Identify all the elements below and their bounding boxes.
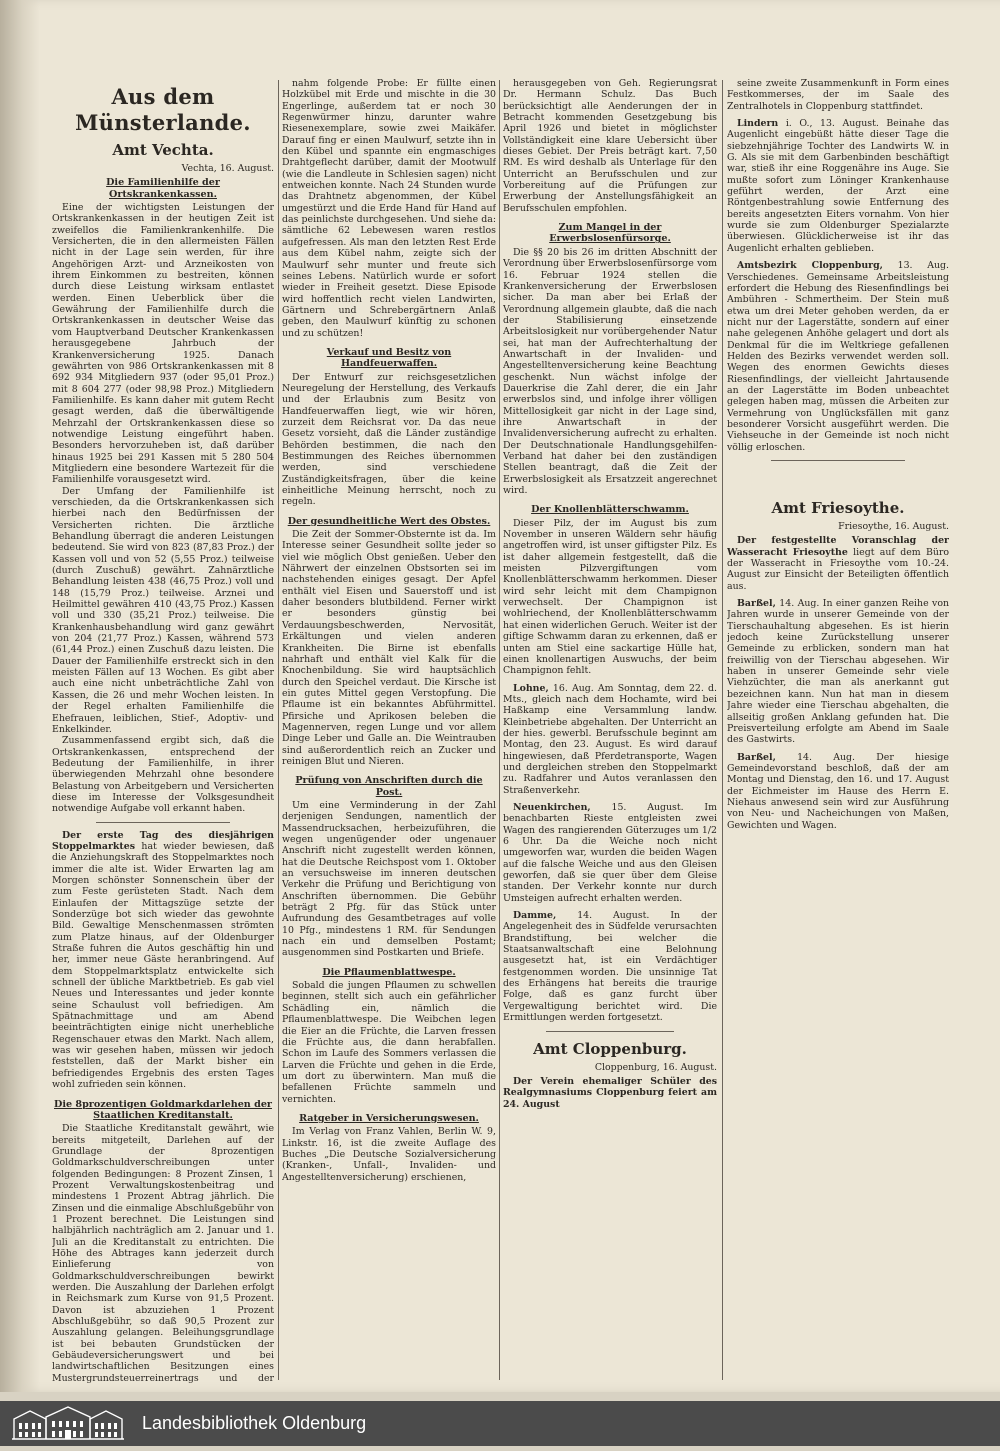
divider xyxy=(771,460,904,461)
news-body: 14. Aug. In einer ganzen Reihe von Jahren wurde in unserer Gemeinde von der Tierschauhaltung abgesehen. Es ist hierin jedoch keine Zurückstellung unserer Gemeinde zu erblicken, sondern man hat freiwillig von der Tierschau abgesehen. Wir haben in unserer Gemeinde sehr viele Viehzüchter, die man als anerkannt gut bezeichnen kann. Nun hat man in diesem Jahre wieder eine Tierschau abgehalten, die allseitig großen Anklang gefunden hat. Die Preisverteilung erfolgte am Abend im Saale des Gastwirts. xyxy=(727,598,949,746)
article-title: Die Familienhilfe der Ortskrankenkassen. xyxy=(106,177,220,200)
news-item xyxy=(727,260,949,453)
news-place: Lohne, xyxy=(513,682,549,694)
news-place: Amtsbezirk Cloppenburg, xyxy=(737,260,883,272)
article-paragraph: Die Zeit der Sommer-Obsternte ist da. Im Interesse seiner Gesundheit sollte jeder so viel wie möglich Obst genießen. Ueber den Nährwert der einzelnen Obstsorten sei im nachstehenden einiges gesagt. Der Apfel enthält viel Eisen und Sauerstoff und ist daher besonders blutbildend. Ferner wirkt er besonders günstig bei Verdauungsbeschwerden, Nervosität, Erkältungen und vielen anderen Krankheiten. Die Birne ist ebenfalls nahrhaft und enthält viel Kalk für die Knochenbildung. Sie wird hauptsächlich durch den Speichel verdaut. Die Kirsche ist ein gutes Mittel gegen Verstopfung. Die Pflaume ist ein bekanntes Abführmittel. Pfirsiche und Aprikosen beleben die Magennerven, regen Lunge und vor allem Dinge Leber und Galle an. Die Weintrauben sind außerordentlich reich an Zucker und reinigen Blut und Nieren. xyxy=(282,529,496,767)
divider xyxy=(96,822,229,823)
news-item xyxy=(727,752,949,831)
column-rule xyxy=(722,80,723,1380)
page-fold-shadow xyxy=(0,0,40,1392)
news-place: Neuenkirchen, xyxy=(513,801,591,813)
news-body: i. O., 13. August. Beinahe das Augenlicht eingebüßt hätte dieser Tage die siebzehnjährige Tochter des Landwirts W. in G. Als sie mit dem Garbenbinden beschäftigt war, stieß ihr eine Roggenähre ins Auge. Sie mußte sofort zum Löninger Krankenhause geführt werden, der Arzt eine Röntgenbestrahlung sowie Entfernung des bereits angesetzten Eiters vornahm. Von hier wurde sie zum Oldenburger Spezialarzte überwiesen. Glücklicherweise ist ihr das Augenlicht erhalten geblieben. xyxy=(727,118,949,254)
news-item xyxy=(727,598,949,745)
news-place: Barßel, xyxy=(737,598,776,610)
article-paragraph: Im Verlag von Franz Vahlen, Berlin W. 9, Linkstr. 16, ist die zweite Auflage des Buches „Die Deutsche Sozialversicherung (Kranken-, Unfall-, Invaliden- und Angestelltenversicherung) erschienen, xyxy=(282,1126,496,1183)
article-title: Die 8prozentigen Goldmarkdarlehen der Staatlichen Kreditanstalt. xyxy=(54,1098,272,1121)
article-paragraph: Die §§ 20 bis 26 im dritten Abschnitt der Verordnung über Erwerbslosenfürsorge vom 16. Februar 1924 stellen die Krankenversicherung der Erwerbslosen sicher. Da man aber bei Erlaß der Verordnung allgemein glaubte, daß die nach der Stabilisierung einsetzende Arbeitslosigkeit nur vorübergehender Natur sei, hat man der Aufrechterhaltung der Anwartschaft in der Invaliden- und Angestelltenversicherung keine Beachtung geschenkt. Nun wächst infolge der Dauerkrise die Zahl derer, die ein Jahr erwerbslos sind, und infolge ihrer völligen Mittellosigkeit gar nicht in der Lage sind, ihre Anwartschaft in der Invalidenversicherung aufrecht zu erhalten. Der Deutschnationale Handlungsgehilfen-Verband hat daher bei den zuständigen Stellen beantragt, daß die Zeit der Erwerbslosigkeit als Ersatzzeit angerechnet wird. xyxy=(503,246,717,497)
article-paragraph: Um eine Verminderung in der Zahl derjenigen Sendungen, namentlich der Massendrucksachen, herbeizuführen, die wegen ungenügender oder ungenauer Anschrift nicht zugestellt werden können, hat die Deutsche Reichspost vom 1. Oktober an versuchsweise im inneren deutschen Verkehr die Prüfung und Berichtigung von Anschriften übernommen. Die Gebühr beträgt 2 Pfg. für das Stück unter Aufrundung des Gesamtbetrages auf volle 10 Pfg., mindestens 1 RM. für Sendungen nach ein und demselben Postamt; ausgenommen sind Postkarten und Briefe. xyxy=(282,799,496,959)
article-paragraph: Zusammenfassend ergibt sich, daß die Ortskrankenkassen, entsprechend der Bedeutung der Familienhilfe, in ihrer überwiegenden Mehrzahl ohne besondere Belastung von Arbeitgebern und Versicherten diese im Interesse der Volksgesundheit notwendige Aufgabe voll erkannt haben. xyxy=(52,735,274,815)
dateline: Vechta, 16. August. xyxy=(181,163,274,174)
dateline: Cloppenburg, 16. August. xyxy=(594,1061,717,1073)
article-title: Zum Mangel in der Erwerbslosenfürsorge. xyxy=(549,222,671,245)
article-paragraph: Eine der wichtigsten Leistungen der Ortskrankenkassen in der heutigen Zeit ist zweifellos die Familienkrankenhilfe. Die Versicherten, die in den allermeisten Fällen nicht in der Lage sein werden, für ihre Angehörigen Arzt- und Arzneikosten von ihrem Einkommen zu bestreiten, können durch diese Leistung wirksam entlastet werden. Einen Ueberblick über die Gewährung der Familienhilfe durch die Ortskrankenkassen in deutscher Weise das vom Hauptverband Deutscher Krankenkassen herausgegebene Jahrbuch der Krankenversicherung 1925. Danach gewährten von 986 Ortskrankenkassen mit 8 692 934 Mitgliedern 937 (oder 95,01 Proz.) mit 8 604 277 (oder 98,98 Proz.) Mitgliedern Familienhilfe. Es kann daher mit gutem Recht gesagt werden, daß die überwältigende Mehrzahl der Ortskrankenkassen diese so notwendige Leistung eingeführt haben. Besonders hervorzuheben ist, daß darüber hinaus 1925 bei 291 Kassen mit 5 280 504 Mitgliedern eine besondere Wartezeit für die Familienhilfe vorausgesetzt wird. xyxy=(52,202,274,486)
column-4 xyxy=(727,78,949,1378)
viewer-footer xyxy=(0,1392,1000,1451)
news-item: Der Verein ehemaliger Schüler des Realgymnasiums Cloppenburg feiert am 24. August xyxy=(503,1075,717,1110)
article-title: Prüfung von Anschriften durch die Post. xyxy=(295,775,483,798)
news-place: Damme, xyxy=(513,910,557,922)
news-body: liegt auf dem Büro der Wasseracht in Friesoythe vom 10.-24. August zur Einsicht der Beteiligten öffentlich aus. xyxy=(727,546,949,592)
news-body: 16. Aug. Am Sonntag, dem 22. d. Mts., gleich nach dem Hochamte, wird bei Haßkamp eine Versammlung landw. Kleinbetriebe abgehalten. Der Unterricht an der hies. gewerbl. Berufsschule beginnt am Montag, den 23. August. Es wird darauf hingewiesen, daß Pferdetransporte, Wagen und dergleichen streben den Stoppelmarkt zu. Radfahrer und Autos veranlassen den Straßenverkehr. xyxy=(503,682,717,796)
news-item xyxy=(503,683,717,796)
article-paragraph: nahm folgende Probe: Er füllte einen Holzkübel mit Erde und mischte in die 30 Engerlinge, außerdem tat er noch 30 Regenwürmer hinzu, darunter wahre Riesenexemplare, sowie zwei Maikäfer. Darauf fing er einen Maulwurf, setzte ihn in den Kübel und spannte ein engmaschiges Drahtgeflecht darüber, damit der Mootwulf (wie die Landleute in Schlesien sagen) nicht entweichen konnte. Nach 24 Stunden wurde das Drahtnetz abgenommen, der Kübel umgestürzt und die Erde Hand für Hand auf das peinlichste durchgesehen. Und siehe da: sämtliche 62 Lebewesen waren restlos aufgefressen. Als man den letzten Rest Erde aus dem Kübel nahm, zeigte sich der Maulwurf sehr munter und freute sich seines Lebens. Natürlich wurde er sofort wieder in Freiheit gesetzt. Diese Episode wird hoffentlich recht vielen Landwirten, Gärtnern und Schrebergärtnern Anlaß geben, den Maulwurf künftig zu schonen und zu schützen! xyxy=(282,78,496,339)
section-heading-friesoythe: Amt Friesoythe. xyxy=(771,499,905,517)
article-paragraph: herausgegeben von Geh. Regierungsrat Dr. Hermann Schulz. Das Buch berücksichtigt alle Aenderungen der in Betracht kommenden Gesetzgebung bis April 1926 und bietet in möglichster Vollständigkeit eine klare Uebersicht über dieses Gebiet. Der Preis beträgt kart. 7,50 RM. Es wird deshalb als Unterlage für den Unterricht an Berufsschulen und zur Vorbereitung auf die Prüfungen zur Erwerbung der Anstellungsfähigkeit an Berufsschulen empfohlen. xyxy=(503,78,717,214)
article-paragraph xyxy=(52,830,274,1091)
article-paragraph: Dieser Pilz, der im August bis zum November in unseren Wäldern sehr häufig angetroffen wird, ist unser giftigster Pilz. Es ist daher allgemein festgestellt, daß die meisten Pilzvergiftungen vom Knollenblätterschwamm herkommen. Dieser wird sehr leicht mit dem Champignon verwechselt. Der Champignon ist wohlriechend, der Knollenblätterschwamm hat einen widerlichen Geruch. Weiter ist der giftige Schwamm daran zu erkennen, daß er unten am Stiel eine sackartige Hülle hat, einen knollenartigen Auswuchs, der beim Champignon fehlt. xyxy=(503,517,717,677)
article-title: Der Knollenblätterschwamm. xyxy=(531,504,689,516)
article-title: Der gesundheitliche Wert des Obstes. xyxy=(287,515,491,527)
column-2 xyxy=(282,78,496,1378)
news-item xyxy=(503,910,717,1023)
article-paragraph: Sobald die jungen Pflaumen zu schwellen beginnen, stellt sich auch ein gefährlicher Schädling ein, nämlich die Pflaumenblattwespe. Die Weibchen legen die Eier an die Früchte, die Larven fressen die Früchte aus, die dann herabfallen. Schon im Laufe des Sommers verlassen die Larven die Früchte und gehen in die Erde, um dort zu überwintern. Man muß die befallenen Früchte sammeln und vernichten. xyxy=(282,980,496,1105)
footer-bar xyxy=(0,1401,1000,1446)
article-title: Die Pflaumenblattwespe. xyxy=(322,966,456,978)
news-body: 14. Aug. Der hiesige Gemeindevorstand beschloß, daß der am Montag und Dienstag, den 16. und 17. August der Eichmeister im Hause des Herrn E. Niehaus anwesend sein wird zur Ausführung von Neu- und Nacheichungen von Maßen, Gewichten und Wagen. xyxy=(727,751,949,831)
dateline: Friesoythe, 16. August. xyxy=(838,521,949,532)
news-place: Lindern xyxy=(737,118,779,130)
section-heading-vechta: Amt Vechta. xyxy=(112,141,214,159)
news-body: 15. August. Im benachbarten Rieste entgleisten zwei Wagen des rangierenden Güterzuges um 1/2 6 Uhr. Da die Weiche noch nicht umgeworfen war, wurden die beiden Wagen auf die falsche Weiche und aus den Gleisen geworfen, daß sie quer über dem Gleise standen. Der Verkehr konnte nur durch Umsteigen aufrecht erhalten werden. xyxy=(503,801,717,904)
news-item xyxy=(503,802,717,904)
article-paragraph: seine zweite Zusammenkunft in Form eines Festkommerses, der im Saale des Zentralhotels in Cloppenburg stattfindet. xyxy=(727,78,949,112)
news-body: 13. Aug. Verschiedenes. Gemeinsame Arbeitsleistung erfordert die Hebung des Riesenfindlings bei Ambühren - Schmertheim. Der Stein muß etwa um drei Meter gehoben werden, da er nicht nur der Lagerstätte, sondern auf einer nahe gelegenen Anhöhe gelagert und dort als Denkmal für die im Weltkriege gefallenen Helden des Bezirks verwendet werden soll. Wegen des enormen Gewichts dieses Riesenfindlings, der vielleicht Jahrtausende an der Lagerstätte im Boden unbeachtet gelegen haben mag, müssen die Arbeiten zur Vermehrung von Unglücksfällen mit ganz besonderer Vorsicht ausgeführt werden. Die Viehseuche in der Gemeinde ist noch nicht völlig erloschen. xyxy=(727,260,949,453)
article-title: Ratgeber in Versicherungswesen. xyxy=(299,1112,479,1124)
news-title: Der festgestellte Voranschlag der Wasseracht Friesoythe xyxy=(727,535,949,558)
article-title: Verkauf und Besitz von Handfeuerwaffen. xyxy=(326,346,452,370)
news-body: 14. August. In der Angelegenheit des in Südfelde verursachten Brandstiftung, bei welcher die Staatsanwaltschaft eine Belohnung ausgesetzt hat, ist ein Verdächtiger festgenommen worden. Die unsinnige Tat des Erhängens hat bereits die traurige Folge, daß es ganz furcht über Vergewaltigung berichtet wird. Die Ermittlungen werden fortgesetzt. xyxy=(503,910,717,1024)
article-body: hat wieder bewiesen, daß die Anziehungskraft des Stoppelmarktes noch immer die alte ist. Wider Erwarten lag am Morgen schönster Sonnenschein über der zum Feste gerüsteten Stadt. Nach dem Einlaufen der Mittagszüge setzte der Sonderzüge bot sich wieder das gewohnte Bild. Gewaltige Menschenmassen strömten zum Platze hinaus, auf der Oldenburger Straße fuhren die Autos geschäftig hin und her, immer neue Gäste heranbringend. Auf dem Stoppelmarktsplatz entwickelte sich schnell der übliche Marktbetrieb. Es gab viel Neues und Interessantes und jeder konnte seine Schaulust voll befriedigen. Am Spätnachmittage und am Abend beeinträchtigten einige nicht unerhebliche Regenschauer etwas den Markt. Nach allem, was wir gesehen haben, müssen wir jedoch feststellen, daß der Markt bisher ein befriedigendes Ergebnis des ersten Tages wohl zufrieden sein können. xyxy=(52,840,274,1091)
article-paragraph: Der Umfang der Familienhilfe ist verschieden, da die Ortskrankenkassen sich hierbei nach den Bedürfnissen der Versicherten richten. Die ärztliche Behandlung überragt die anderen Leistungen bedeutend. Sie wird von 823 (87,83 Proz.) der Kassen voll und von 52 (5,55 Proz.) teilweise (durch Zuschuß) gewährt. Zahnärztliche Behandlung leisten 438 (46,75 Proz.) voll und 148 (15,79 Proz.) teilweise. Arznei und Heilmittel gewähren 410 (43,75 Proz.) Kassen voll und 330 (35,21 Proz.) teilweise. Die Krankenhausbehandlung wird ganz gewährt von 204 (21,77 Proz.) Kassen, während 573 (61,44 Proz.) einen Zuschuß dazu leisten. Die Dauer der Familienhilfe erstreckt sich in den meisten Fällen auf 13 Wochen. Es gibt aber auch eine nicht unbeträchtliche Zahl von Kassen, die 26 und mehr Wochen leisten. In der Regel erhalten Familienhilfe die Ehefrauen, leiblichen, Stief-, Adoptiv- und Enkelkinder. xyxy=(52,485,274,735)
main-heading: Aus dem Münsterlande. xyxy=(75,84,251,135)
article-paragraph: Die Staatliche Kreditanstalt gewährt, wie bereits mitgeteilt, Darlehen auf der Grundlage der 8prozentigen Goldmarkschuldverschreibungen unter folgenden Bedingungen: 8 Prozent Zinsen, 1 Prozent Verwaltungskostenbeitrag und mindestens 1 Prozent Abtrag jährlich. Die Zinsen und die einmalige Abschlußgebühr von 1 Prozent berechnet. Die Leistungen sind halbjährlich nachträglich am 2. Januar und 1. Juli an die Kreditanstalt zu entrichten. Die Höhe des Abtrages kann jederzeit durch Einlieferung von Goldmarkschuldverschreibungen bewirkt werden. Die Auszahlung der Darlehen erfolgt in Reichsmark zum Kurse von 91,5 Prozent. Davon ist abzuziehen 1 Prozent Abschlußgebühr, so daß 90,5 Prozent zur Auszahlung gelangen. Beleihungsgrundlage ist bei bebauten Grundstücken der Gebäudeversicherungswert und bei landwirtschaftlichen Besitzungen eines Mustergrundsteuerreinertrags und der xyxy=(52,1123,274,1384)
news-place: Barßel, xyxy=(737,751,776,763)
section-heading-cloppenburg: Amt Cloppenburg. xyxy=(533,1039,687,1058)
article-paragraph: Der Entwurf zur reichsgesetzlichen Neuregelung der Herstellung, des Verkaufs und der Erlaubnis zum Besitz von Handfeuerwaffen liegt, wie wir hören, zurzeit dem Reichsrat vor. Da das neue Gesetz vorsieht, daß die Länder zuständige Behörden bestimmen, die nach den Bestimmungen des Reiches übernommen werden, sind verschiedene Zuständigkeitsfragen, über die keine einheitliche Meinung herrscht, noch zu regeln. xyxy=(282,371,496,508)
column-1 xyxy=(52,84,274,1384)
divider xyxy=(546,1031,674,1032)
column-3 xyxy=(503,78,717,1378)
library-name: Landesbibliothek Oldenburg xyxy=(142,1413,367,1433)
column-rule xyxy=(499,80,500,1380)
library-building-icon xyxy=(10,1405,126,1441)
news-item xyxy=(727,535,949,592)
article-lead: Der erste Tag des diesjährigen Stoppelmarktes xyxy=(52,829,274,852)
news-item xyxy=(727,118,949,254)
column-rule xyxy=(278,80,279,1380)
